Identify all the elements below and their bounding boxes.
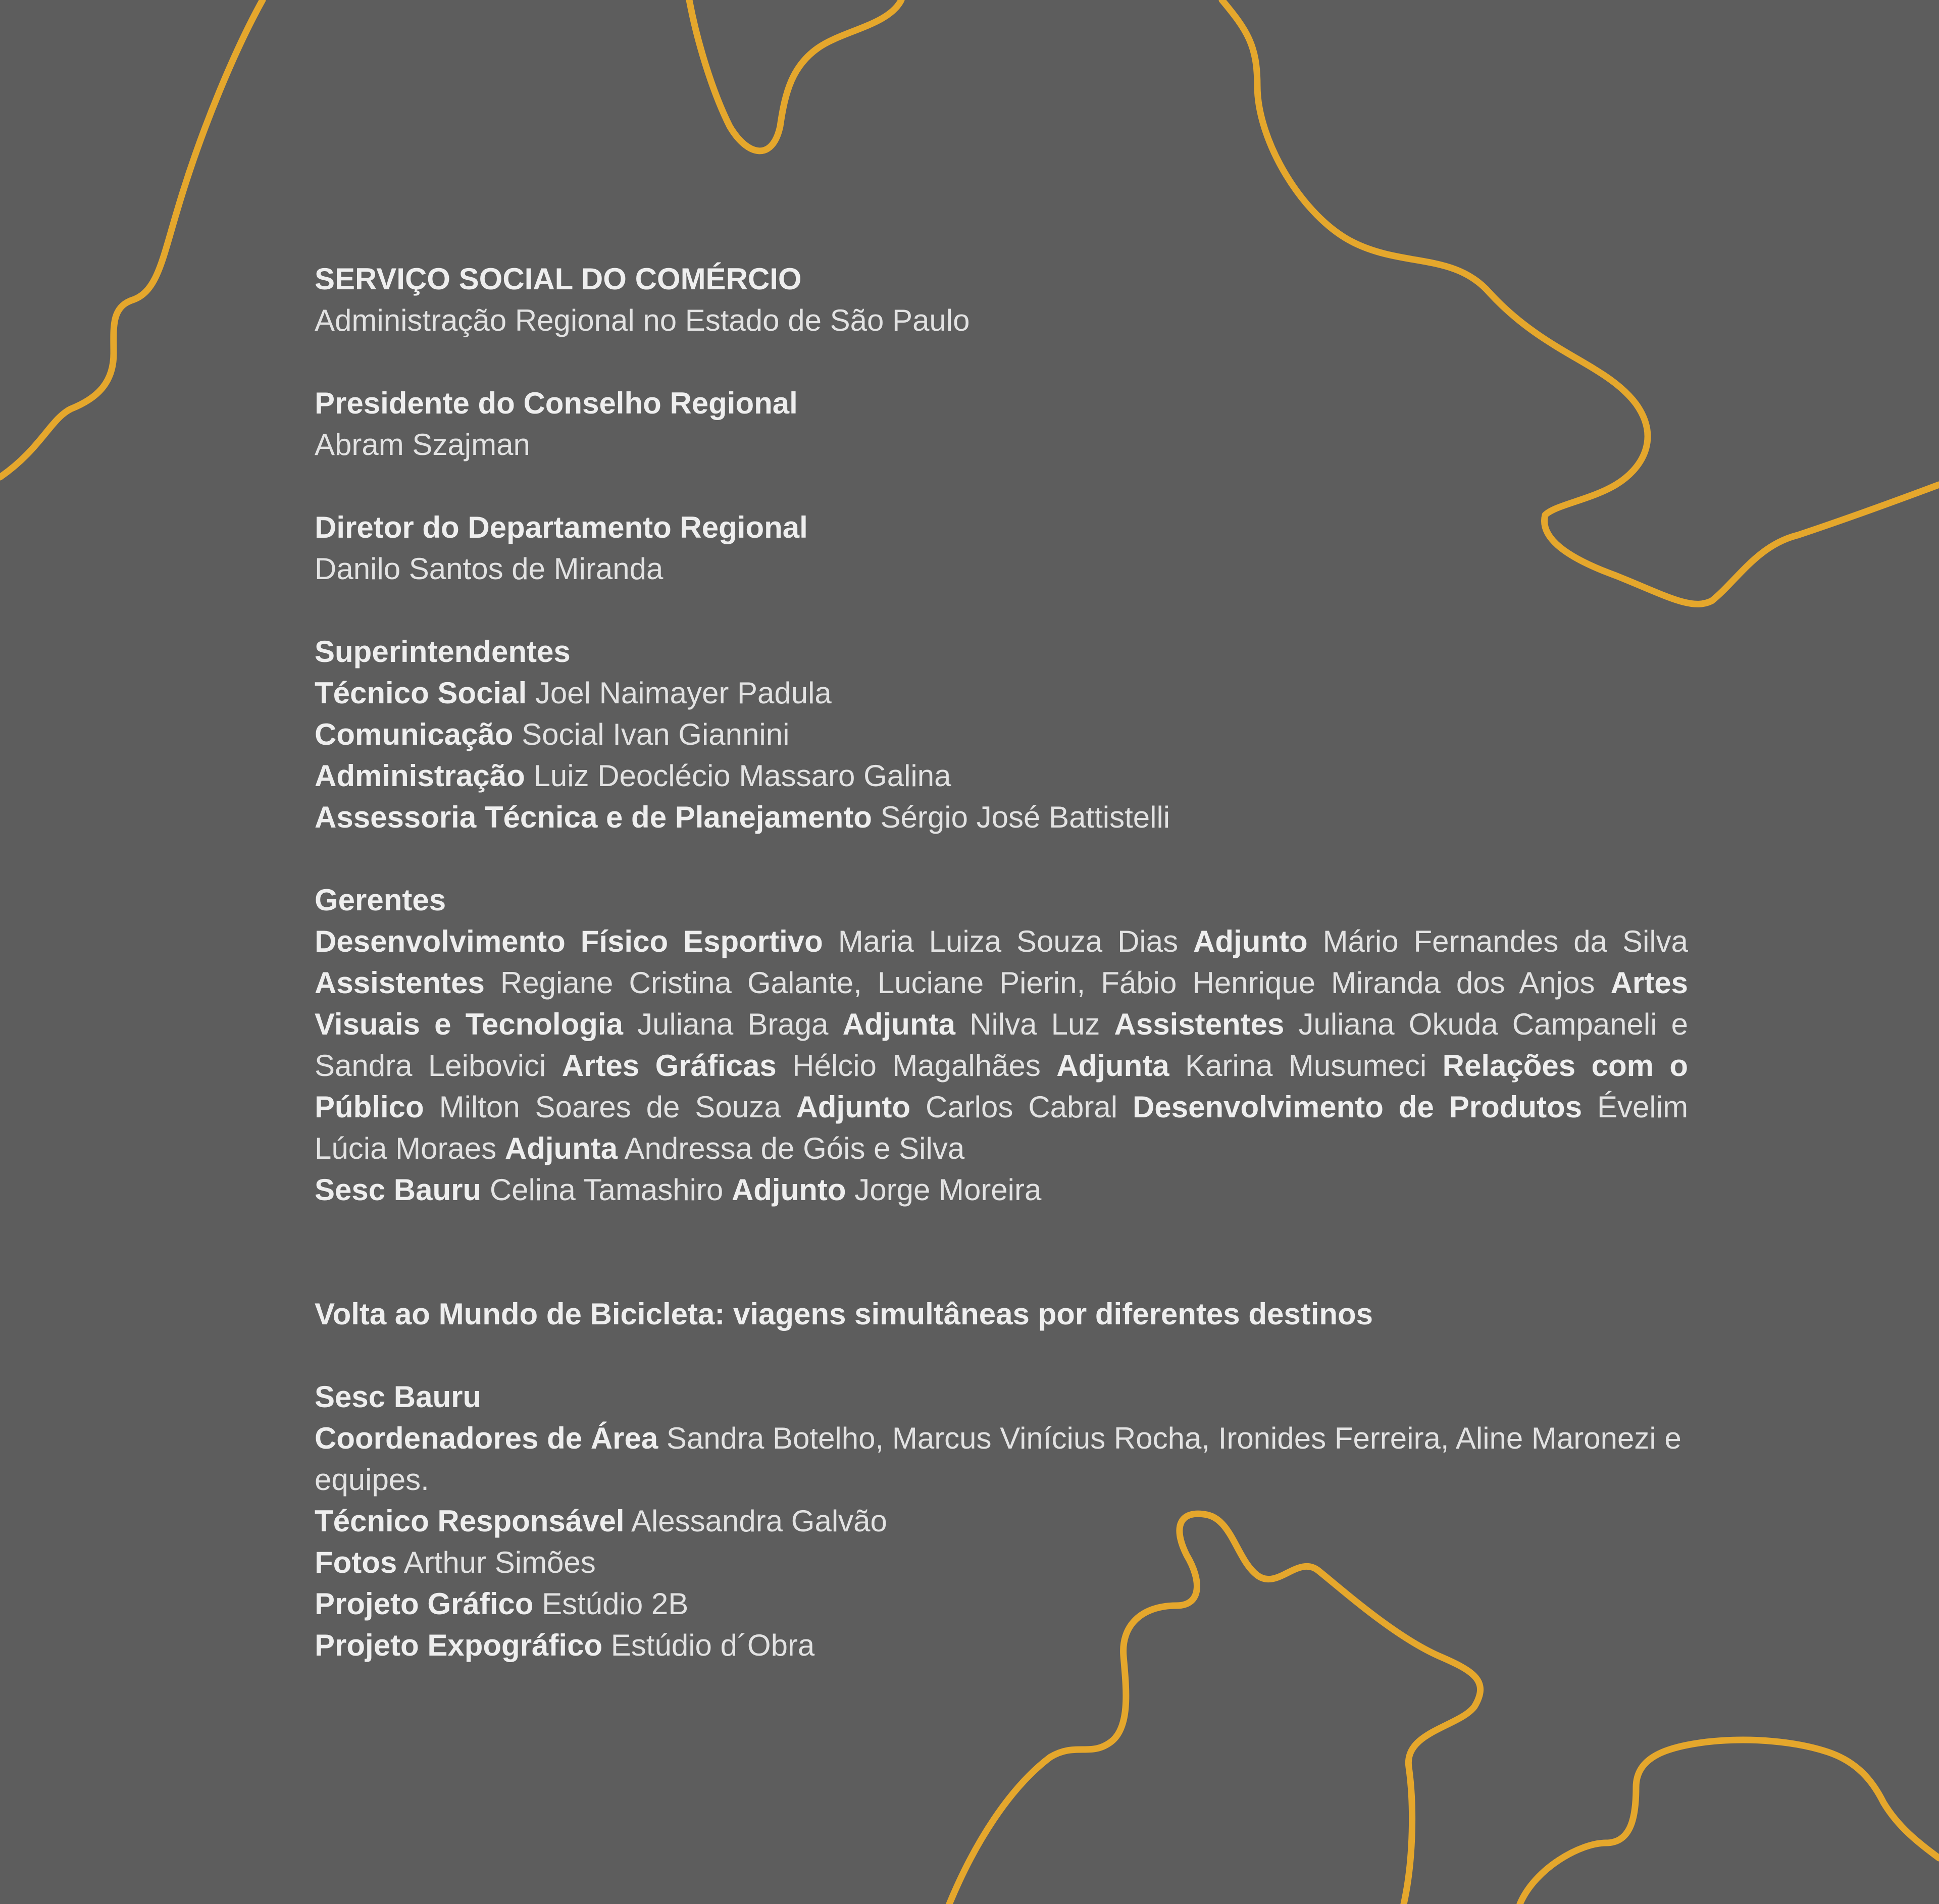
superintendent-row xyxy=(315,755,1688,797)
colophon-text xyxy=(315,259,1688,1708)
credit-name: Sandra Botelho, Marcus Vinícius Rocha, Ironides Ferreira, Aline Maronezi e equipes. xyxy=(315,1421,1681,1497)
credit-role: Coordenadores de Área xyxy=(315,1421,658,1455)
project-block xyxy=(315,1294,1688,1335)
manager-name: Regiane Cristina Galante, Luciane Pierin, Fábio Henrique Miranda dos Anjos xyxy=(500,966,1595,1000)
manager-name: Juliana Braga xyxy=(637,1007,829,1041)
superintendent-row xyxy=(315,714,1688,755)
org-block xyxy=(315,259,1688,341)
credit-row xyxy=(315,1583,1688,1625)
credit-row xyxy=(315,1625,1688,1666)
director-title: Diretor do Departamento Regional xyxy=(315,510,808,544)
manager-role: Desenvolvimento Físico Esportivo xyxy=(315,924,823,958)
manager-name: Andressa de Góis e Silva xyxy=(624,1131,965,1165)
managers-paragraph xyxy=(315,921,1688,1169)
manager-name: Milton Soares de Souza xyxy=(439,1090,781,1124)
manager-name: Évelim Lúcia Moraes xyxy=(315,1090,1689,1165)
managers-block xyxy=(315,880,1688,1211)
org-name: SERVIÇO SOCIAL DO COMÉRCIO xyxy=(315,262,802,296)
manager-role: Relações com o Público xyxy=(315,1049,1689,1124)
coordinators-row xyxy=(315,1418,1688,1501)
manager-name: Mário Fernandes da Silva xyxy=(1322,924,1689,958)
manager-role: Adjunto xyxy=(731,1173,846,1207)
superintendent-name: Sérgio José Battistelli xyxy=(880,800,1170,834)
superintendent-name: Joel Naimayer Padula xyxy=(535,676,832,710)
manager-role: Desenvolvimento de Produtos xyxy=(1133,1090,1583,1124)
credit-role: Técnico Responsável xyxy=(315,1504,625,1538)
map-line-top-middle xyxy=(689,0,901,151)
superintendent-role: Administração xyxy=(315,759,525,793)
manager-role: Adjunto xyxy=(796,1090,911,1124)
credit-role: Projeto Gráfico xyxy=(315,1587,534,1621)
manager-role: Adjunta xyxy=(1056,1049,1169,1083)
manager-name: Jorge Moreira xyxy=(854,1173,1042,1207)
manager-role: Assistentes xyxy=(1114,1007,1285,1041)
president-block xyxy=(315,383,1688,466)
superintendent-row xyxy=(315,797,1688,838)
director-name: Danilo Santos de Miranda xyxy=(315,552,664,586)
credit-name: Estúdio d´Obra xyxy=(610,1628,815,1662)
credit-role: Projeto Expográfico xyxy=(315,1628,603,1662)
director-block xyxy=(315,507,1688,590)
org-subtitle: Administração Regional no Estado de São Paulo xyxy=(315,303,970,337)
bauru-managers-row xyxy=(315,1169,1688,1211)
credit-name: Estúdio 2B xyxy=(542,1587,689,1621)
credit-name: Alessandra Galvão xyxy=(631,1504,887,1538)
manager-role: Artes Gráficas xyxy=(562,1049,777,1083)
credits-heading: Sesc Bauru xyxy=(315,1380,482,1414)
manager-role: Adjunto xyxy=(1193,924,1308,958)
manager-name: Celina Tamashiro xyxy=(489,1173,724,1207)
credit-row xyxy=(315,1542,1688,1583)
manager-role: Sesc Bauru xyxy=(315,1173,482,1207)
superintendent-role: Comunicação xyxy=(315,717,514,751)
credit-role: Fotos xyxy=(315,1546,397,1579)
manager-name: Maria Luiza Souza Dias xyxy=(838,924,1179,958)
credit-row xyxy=(315,1501,1688,1542)
manager-name: Hélcio Magalhães xyxy=(792,1049,1041,1083)
manager-name: Nilva Luz xyxy=(970,1007,1100,1041)
superintendent-name: Social Ivan Giannini xyxy=(522,717,790,751)
superintendents-block xyxy=(315,631,1688,838)
map-line-top-left xyxy=(0,0,263,477)
manager-role: Adjunta xyxy=(842,1007,955,1041)
superintendent-row xyxy=(315,673,1688,714)
superintendent-role: Técnico Social xyxy=(315,676,527,710)
manager-name: Carlos Cabral xyxy=(926,1090,1118,1124)
superintendents-heading: Superintendentes xyxy=(315,635,571,668)
president-title: Presidente do Conselho Regional xyxy=(315,386,798,420)
map-line-bottom-right xyxy=(1520,1740,1939,1904)
manager-role: Artes Visuais e Tecnologia xyxy=(315,966,1688,1041)
credits-block xyxy=(315,1376,1688,1666)
superintendent-name: Luiz Deoclécio Massaro Galina xyxy=(533,759,951,793)
manager-name: Karina Musumeci xyxy=(1185,1049,1427,1083)
superintendent-role: Assessoria Técnica e de Planejamento xyxy=(315,800,872,834)
president-name: Abram Szajman xyxy=(315,428,530,461)
manager-name: Juliana Okuda Campaneli e Sandra Leibovici xyxy=(315,1007,1689,1083)
manager-role: Adjunta xyxy=(504,1131,618,1165)
manager-role: Assistentes xyxy=(315,966,485,1000)
project-title: Volta ao Mundo de Bicicleta: viagens simultâneas por diferentes destinos xyxy=(315,1297,1373,1331)
credit-name: Arthur Simões xyxy=(403,1546,596,1579)
managers-heading: Gerentes xyxy=(315,883,446,917)
